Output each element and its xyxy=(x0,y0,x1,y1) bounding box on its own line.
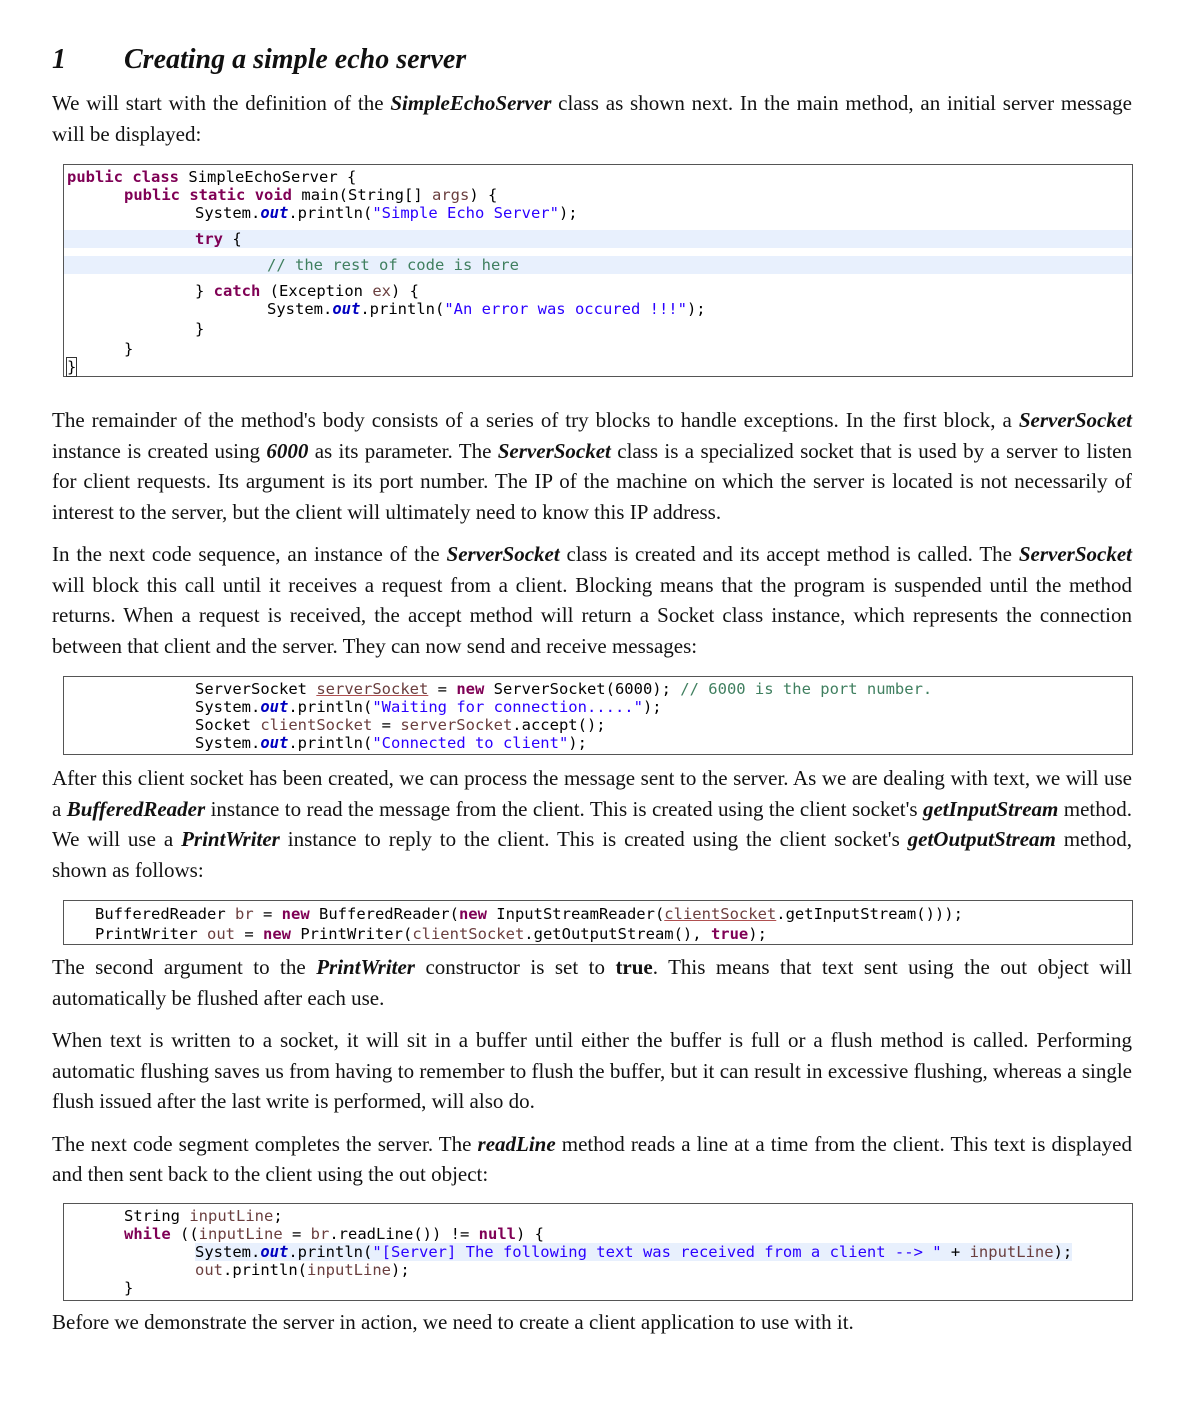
paragraph-readline: The next code segment completes the server. The readLine method reads a line at a time from the client. This text is displayed and then sent back to the client using the out object: xyxy=(52,1131,1132,1186)
code-block-echo-loop xyxy=(63,1203,1133,1301)
code-line: System.out.println("Connected to client"); xyxy=(195,734,587,752)
code-line: ServerSocket serverSocket = new ServerSocket(6000); // 6000 is the port number. xyxy=(195,680,933,698)
section-title: Creating a simple echo server xyxy=(124,44,467,75)
code-line: try { xyxy=(64,230,1132,248)
code-line: } xyxy=(67,358,77,376)
code-line: } xyxy=(124,340,134,358)
paragraph-server-socket: The remainder of the method's body consists of a series of try blocks to handle exceptions. In the first block, a ServerSocket instance is created using 6000 as its parameter. The ServerSocket class is a specialized socket that is used by a server to listen for client requests. Its argument is its port number. The IP of the machine on which the server is located is not necessarily of interest to the server, but the client will ultimately need to know this IP address. xyxy=(52,408,1132,524)
code-line: System.out.println("Simple Echo Server"); xyxy=(195,204,578,222)
code-block-server-socket xyxy=(63,676,1133,755)
code-line: BufferedReader br = new BufferedReader(new InputStreamReader(clientSocket.getInputStream())); xyxy=(95,905,963,923)
code-line: } xyxy=(195,320,205,338)
document-page xyxy=(52,40,1132,1337)
section-number: 1 xyxy=(52,44,66,75)
code-line: System.out.println("[Server] The following text was received from a client --> " + inputLine); xyxy=(195,1242,1073,1261)
paragraph-closing: Before we demonstrate the server in action, we need to create a client application to use with it. xyxy=(52,1309,854,1334)
code-line: // the rest of code is here xyxy=(64,256,1132,274)
code-line: out.println(inputLine); xyxy=(195,1260,410,1279)
code-line: Socket clientSocket = serverSocket.accept(); xyxy=(195,716,606,734)
code-line: } xyxy=(124,1278,134,1297)
paragraph-buffered-reader: After this client socket has been created, we can process the message sent to the server. As we are dealing with text, we will use a BufferedReader instance to read the message from the client. This is created using the client socket's getInputStream method. We will use a PrintWriter instance to reply to the client. This is created using the client socket's getOutputStream method, shown as follows: xyxy=(52,766,1133,882)
code-line: public class SimpleEchoServer { xyxy=(67,168,357,186)
code-block-reader-writer xyxy=(63,900,1133,945)
code-block-simple-echo-server xyxy=(63,164,1133,377)
code-line: System.out.println("Waiting for connection....."); xyxy=(195,698,662,716)
paragraph-flushing: When text is written to a socket, it will sit in a buffer until either the buffer is full or a flush method is called. Performing automatic flushing saves us from having to remember to flush the buffer, but it can result in excessive flushing, whereas a single flush issued after the last write is performed, will also do. xyxy=(52,1028,1132,1113)
code-line: PrintWriter out = new PrintWriter(clientSocket.getOutputStream(), true); xyxy=(95,925,767,943)
code-line: } catch (Exception ex) { xyxy=(195,282,419,300)
paragraph-accept-method: In the next code sequence, an instance of the ServerSocket class is created and its accept method is called. The ServerSocket will block this call until it receives a request from a client. Blocking means that the program is suspended until the method returns. When a request is received, the accept method will return a Socket class instance, which represents the connection between that client and the server. They can now send and receive messages: xyxy=(52,542,1132,658)
paragraph-intro: We will start with the definition of the SimpleEchoServer class as shown next. In the main method, an initial server message will be displayed: xyxy=(52,91,1132,146)
paragraph-print-writer: The second argument to the PrintWriter constructor is set to true. This means that text sent using the out object will automatically be flushed after each use. xyxy=(52,955,1133,1010)
section-heading xyxy=(52,40,1132,80)
code-line: String inputLine; xyxy=(124,1206,283,1225)
code-line: public static void main(String[] args) { xyxy=(124,186,498,204)
code-line: while ((inputLine = br.readLine()) != null) { xyxy=(124,1224,544,1243)
code-line: System.out.println("An error was occured !!!"); xyxy=(267,300,706,318)
